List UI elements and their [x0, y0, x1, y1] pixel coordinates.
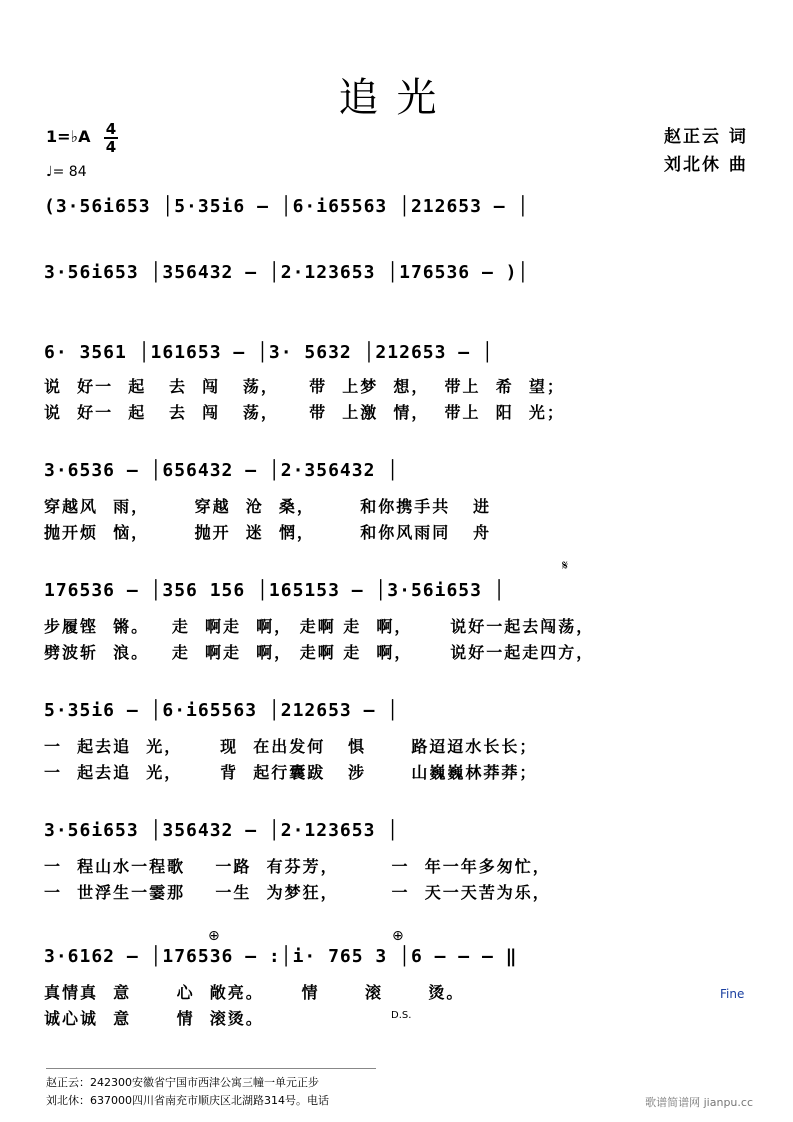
notation-line: 3·56i653 │356432 — │2·123653 │176536 — )│	[44, 262, 530, 283]
ds-mark: D.S.	[391, 1010, 412, 1021]
lyric-verse-1: 一 程山水一程歌 一路 有芬芳， 一 年一年多匆忙，	[44, 857, 551, 876]
footer-lyricist-address: 赵正云：242300安徽省宁国市西津公寓三幢一单元正步	[46, 1076, 319, 1089]
notation-line: 3·6536 — │656432 — │2·356432 │	[44, 460, 400, 481]
time-sig-bottom: 4	[105, 138, 117, 156]
notation-line: 6· 3561 │161653 — │3· 5632 │212653 — │	[44, 342, 494, 363]
lyric-verse-1: 步履铿 锵。 走 啊走 啊， 走啊 走 啊， 说好一起去闯荡，	[44, 617, 595, 636]
staff-system-7	[44, 820, 754, 902]
key-signature: 1=♭A	[46, 127, 91, 146]
lyric-verse-1: 真情真 意 心 敞亮。 情 滚 烫。	[44, 983, 465, 1002]
notation-line: 3·6162 — │176536 — :│i· 765 3 │6 — — — ‖	[44, 946, 518, 967]
lyric-verse-1: 一 起去追 光， 现 在出发何 惧 路迢迢水长长；	[44, 737, 538, 756]
time-sig-top: 4	[105, 120, 117, 138]
footer-divider	[46, 1068, 376, 1069]
song-title: 追光	[338, 75, 455, 121]
notation-line: (3·56i653 │5·35i6 — │6·i65563 │212653 — │	[44, 196, 530, 217]
lyric-verse-1: 说 好一 起 去 闯 荡， 带 上梦 想， 带上 希 望；	[44, 377, 565, 396]
lyric-verse-2: 一 起去追 光， 背 起行囊跋 涉 山巍巍林莽莽；	[44, 763, 538, 782]
staff-system-1	[44, 196, 754, 232]
tempo-marking: ♩= 84	[46, 164, 87, 180]
lyric-verse-2: 说 好一 起 去 闯 荡， 带 上激 情， 带上 阳 光；	[44, 403, 565, 422]
lyricist-credit: 赵正云 词	[664, 127, 748, 147]
fine-mark: Fine	[720, 987, 745, 1001]
lyric-verse-2: 劈波斩 浪。 走 啊走 啊， 走啊 走 啊， 说好一起走四方，	[44, 643, 595, 662]
time-signature	[104, 121, 118, 155]
lyric-verse-2: 诚心诚 意 情 滚烫。	[44, 1009, 264, 1028]
composer-credit: 刘北休 曲	[664, 155, 748, 175]
coda-mark-2: ⊕	[392, 928, 404, 944]
segno-mark: 𝄋	[562, 558, 569, 574]
lyric-verse-2: 抛开烦 恼， 抛开 迷 惘， 和你风雨同 舟	[44, 523, 491, 542]
site-watermark: 歌谱简谱网 jianpu.cc	[645, 1096, 753, 1109]
lyric-verse-1: 穿越风 雨， 穿越 沧 桑， 和你携手共 进	[44, 497, 491, 516]
staff-system-6	[44, 700, 754, 782]
notation-line: 5·35i6 — │6·i65563 │212653 — │	[44, 700, 400, 721]
staff-system-4	[44, 460, 754, 542]
lyric-verse-2: 一 世浮生一霎那 一生 为梦狂， 一 天一天苦为乐，	[44, 883, 551, 902]
staff-system-5	[44, 580, 754, 662]
staff-system-2	[44, 262, 754, 298]
staff-system-3	[44, 342, 754, 422]
footer-composer-address: 刘北休：637000四川省南充市顺庆区北湖路314号。电话	[46, 1094, 329, 1107]
notation-line: 3·56i653 │356432 — │2·123653 │	[44, 820, 400, 841]
coda-mark-1: ⊕	[208, 928, 220, 944]
notation-line: 176536 — │356 156 │165153 — │3·56i653 │	[44, 580, 506, 601]
